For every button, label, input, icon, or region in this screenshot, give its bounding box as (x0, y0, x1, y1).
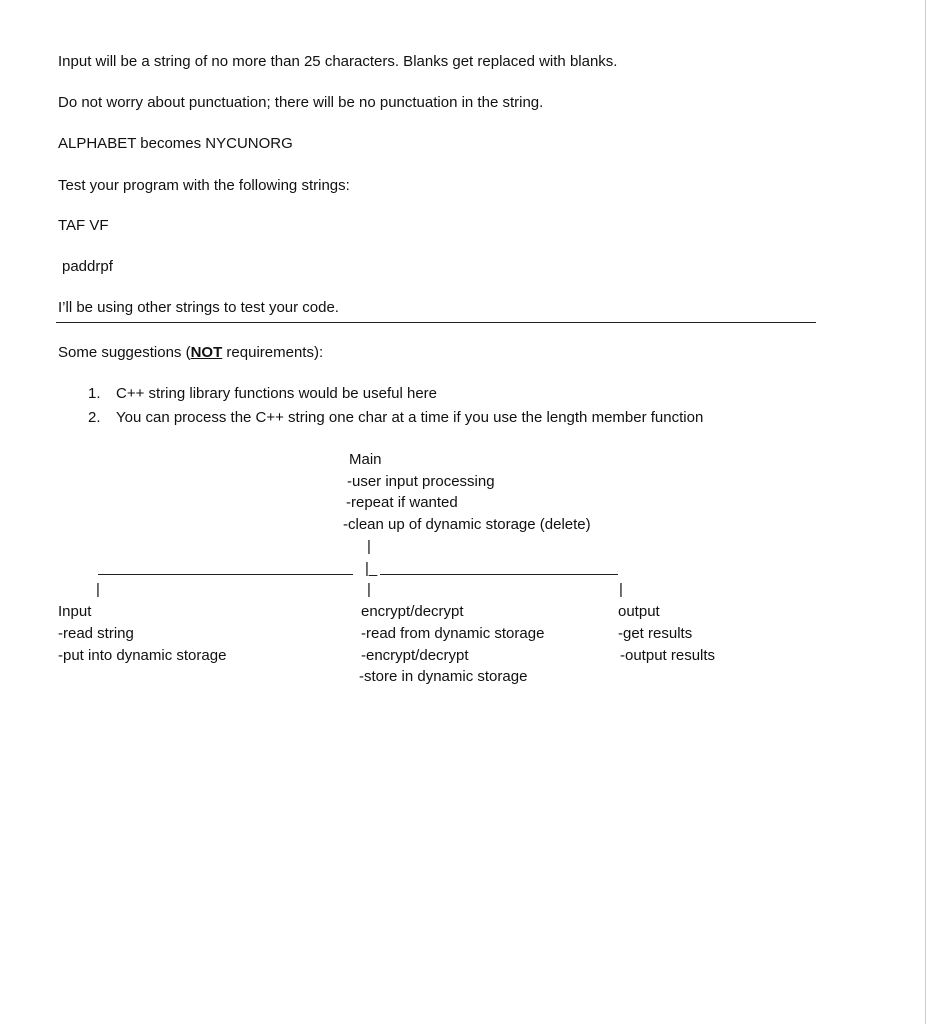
input-module-title: Input (58, 603, 92, 620)
input-module-line: -put into dynamic storage (58, 647, 227, 664)
output-module-line: -output results (620, 647, 716, 664)
paragraph-other-strings: I’ll be using other strings to test your code. (58, 299, 339, 316)
paragraph-example: ALPHABET becomes NYCUNORG (58, 135, 293, 152)
connector-drop-right: | (619, 581, 623, 598)
list-item-text: You can process the C++ string one char at a time if you use the length member function (116, 409, 704, 426)
suggestions-suffix: requirements): (222, 344, 324, 361)
test-string-2: paddrpf (62, 258, 113, 275)
list-item-number: 2. (88, 409, 101, 426)
section-divider (56, 322, 816, 323)
list-item (88, 385, 437, 403)
connector-drop-left: | (96, 581, 100, 598)
input-module-line: -read string (58, 625, 134, 642)
list-item-number: 1. (88, 385, 101, 402)
page-edge (925, 0, 926, 1024)
main-module-title: Main (349, 451, 382, 468)
main-module-line: -clean up of dynamic storage (delete) (343, 516, 591, 533)
test-string-1: TAF VF (58, 217, 109, 234)
list-item (88, 409, 703, 427)
paragraph-punctuation: Do not worry about punctuation; there will be no punctuation in the string. (58, 94, 544, 111)
encrypt-module-line: -encrypt/decrypt (361, 647, 469, 664)
suggestions-heading (58, 344, 323, 362)
connector-vertical: | (367, 538, 371, 555)
connector-junction: |_ (365, 560, 378, 577)
main-module-line: -user input processing (347, 473, 495, 490)
output-module-line: -get results (618, 625, 693, 642)
encrypt-module-line: -store in dynamic storage (359, 668, 528, 685)
paragraph-input-limit: Input will be a string of no more than 25 characters. Blanks get replaced with blanks. (58, 53, 618, 70)
suggestions-emphasis: NOT (190, 344, 223, 361)
connector-horizontal-right (380, 574, 618, 575)
connector-drop-mid: | (367, 581, 371, 598)
main-module-line: -repeat if wanted (346, 494, 458, 511)
encrypt-module-title: encrypt/decrypt (361, 603, 464, 620)
encrypt-module-line: -read from dynamic storage (361, 625, 545, 642)
paragraph-test-intro: Test your program with the following strings: (58, 177, 350, 194)
list-item-text: C++ string library functions would be useful here (116, 385, 438, 402)
output-module-title: output (618, 603, 660, 620)
connector-horizontal-left (98, 574, 353, 575)
suggestions-prefix: Some suggestions ( (58, 344, 191, 361)
